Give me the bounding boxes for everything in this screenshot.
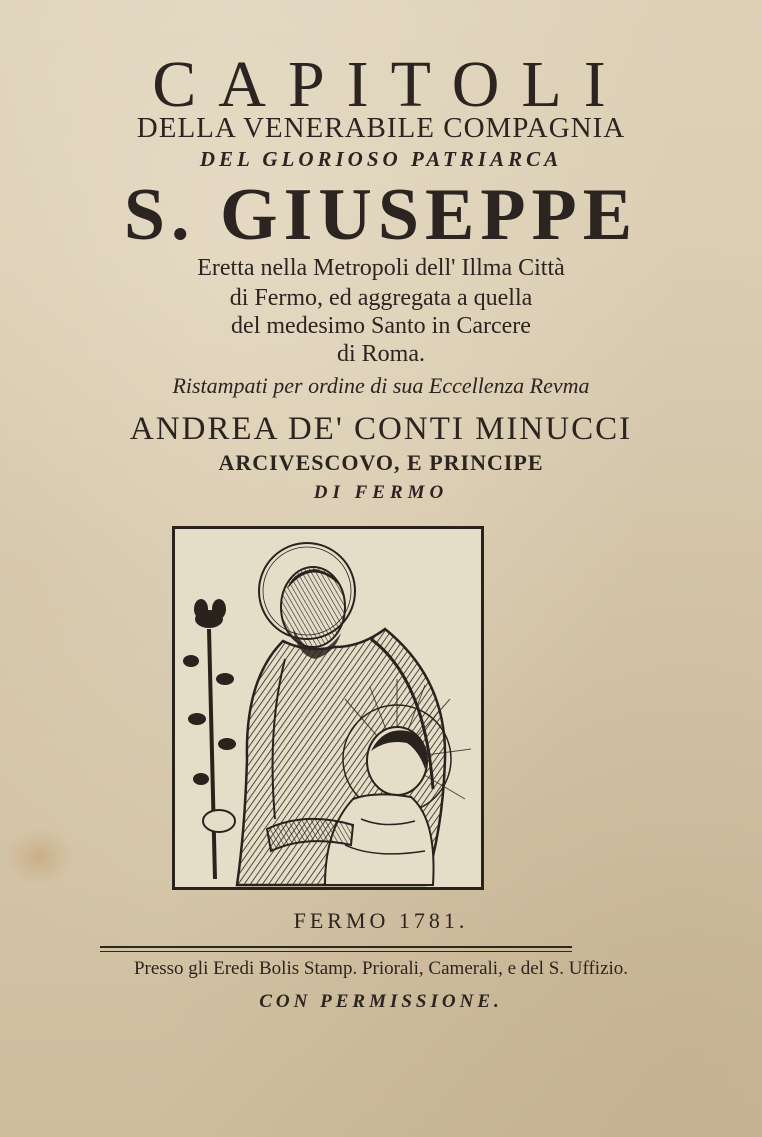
archbishop-name: ANDREA DE' CONTI MINUCCI <box>129 411 633 447</box>
saint-name: S. GIUSEPPE <box>123 174 639 256</box>
permission-line: CON PERMISSIONE. <box>259 991 503 1012</box>
saint-joseph-with-child-woodcut-icon <box>172 526 484 890</box>
rule-lower <box>100 951 572 952</box>
body-line-4: di Roma. <box>337 341 425 367</box>
body-line-1: Eretta nella Metropoli dell' Illma Città <box>197 255 565 281</box>
archbishop-title: ARCIVESCOVO, E PRINCIPE <box>218 450 544 475</box>
body-line-3: del medesimo Santo in Carcere <box>231 313 531 339</box>
rule-upper <box>100 946 572 948</box>
imprint-line: FERMO 1781. <box>293 908 469 933</box>
woodcut-illustration <box>175 529 481 887</box>
subtitle-company: DELLA VENERABILE COMPAGNIA <box>136 112 626 144</box>
printer-line: Presso gli Eredi Bolis Stamp. Priorali, Camerali, e del S. Uffizio. <box>133 958 629 979</box>
diocese-line: DI FERMO <box>313 482 449 503</box>
body-line-2: di Fermo, ed aggregata a quella <box>229 285 533 311</box>
paper-stain <box>4 828 74 886</box>
subtitle-patriarch: DEL GLORIOSO PATRIARCA <box>199 147 563 171</box>
reprint-line: Ristampati per ordine di sua Eccellenza Revma <box>172 373 590 398</box>
page-title: CAPITOLI <box>152 48 628 121</box>
